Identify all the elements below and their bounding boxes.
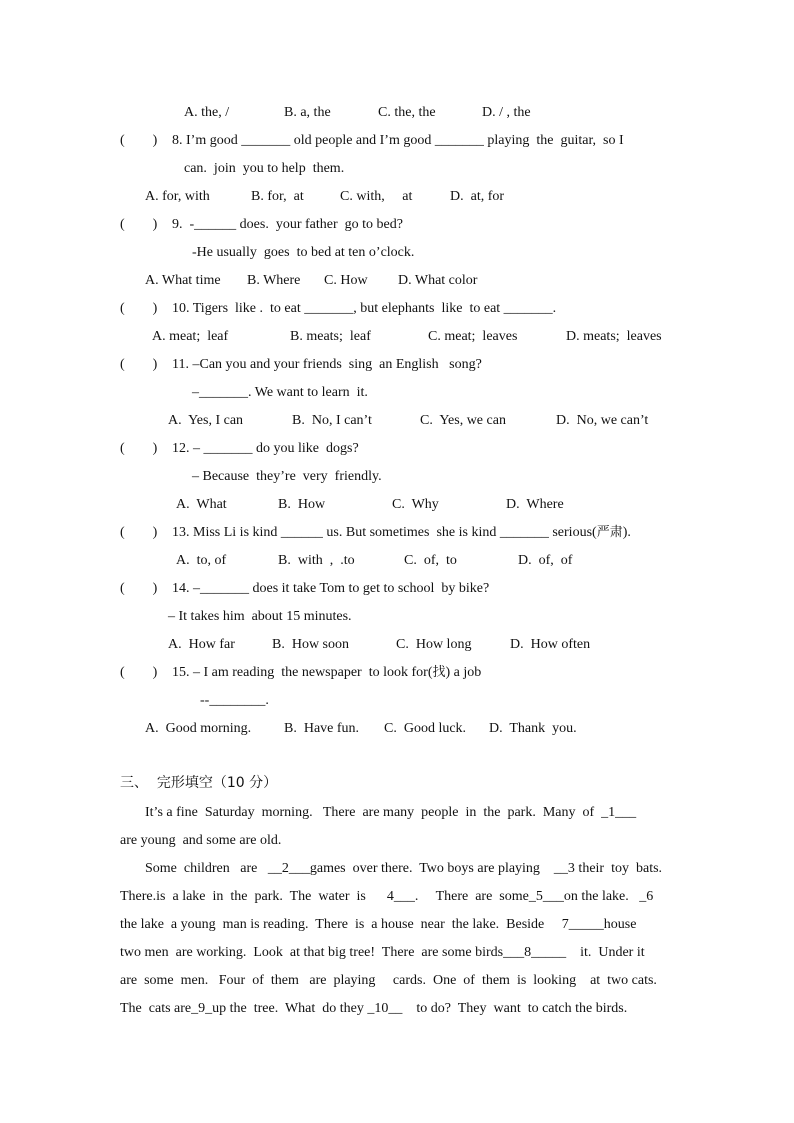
q14-option-d: D. How often	[510, 637, 591, 652]
q13-option-c: C. of, to	[404, 553, 457, 568]
q10-option-a: A. meat; leaf	[152, 329, 229, 344]
passage-line: are young and some are old.	[120, 833, 282, 848]
q15-option-b: B. Have fun.	[284, 721, 360, 736]
q13-answer-paren: ( )	[120, 525, 158, 540]
q12-option-a: A. What	[176, 497, 227, 512]
q7-option-d: D. / , the	[482, 105, 531, 120]
q11-option-c: C. Yes, we can	[420, 413, 506, 428]
q15-option-a: A. Good morning.	[145, 721, 252, 736]
q9-stem: 9. -______ does. your father go to bed?	[172, 217, 403, 232]
passage-line: the lake a young man is reading. There is a house near the lake. Beside 7_____house	[120, 917, 637, 932]
q15-stem-end: ) a job	[445, 665, 482, 680]
q13-stem-chinese-gloss: 严肃	[596, 525, 623, 540]
q9-option-b: B. Where	[247, 273, 301, 288]
q13-stem-text: 13. Miss Li is kind ______ us. But sometimes she is kind _______ serious(	[172, 525, 597, 540]
q15-option-d: D. Thank you.	[489, 721, 577, 736]
q12-stem: 12. – _______ do you like dogs?	[172, 441, 359, 456]
q14-answer-paren: ( )	[120, 581, 158, 596]
q13-stem-end: ).	[622, 525, 631, 540]
q12-option-b: B. How	[278, 497, 326, 512]
q13-option-b: B. with , .to	[278, 553, 355, 568]
q10-option-c: C. meat; leaves	[428, 329, 518, 344]
q9-option-c: C. How	[324, 273, 368, 288]
q11-stem: 11. –Can you and your friends sing an English song?	[172, 357, 482, 372]
q15-stem	[172, 665, 481, 681]
q8-stem-continued: can. join you to help them.	[184, 161, 345, 176]
passage-line: two men are working. Look at that big tree! There are some birds___8_____ it. Under it	[120, 945, 645, 960]
q13-option-a: A. to, of	[176, 553, 227, 568]
q7-option-b: B. a, the	[284, 105, 331, 120]
q12-answer-paren: ( )	[120, 441, 158, 456]
q11-answer-paren: ( )	[120, 357, 158, 372]
q10-option-b: B. meats; leaf	[290, 329, 371, 344]
q15-stem-continued: --________.	[200, 693, 269, 708]
passage-line: It’s a fine Saturday morning. There are many people in the park. Many of _1___	[145, 805, 637, 820]
q8-option-b: B. for, at	[251, 189, 304, 204]
q14-option-c: C. How long	[396, 637, 472, 652]
q9-answer-paren: ( )	[120, 217, 158, 232]
q10-stem: 10. Tigers like . to eat _______, but elephants like to eat _______.	[172, 301, 557, 316]
q13-stem	[172, 525, 631, 541]
q11-stem-continued: –_______. We want to learn it.	[192, 385, 368, 400]
q9-stem-continued: -He usually goes to bed at ten o’clock.	[192, 245, 415, 260]
passage-line: Some children are __2___games over there. Two boys are playing __3 their toy bats.	[145, 861, 663, 876]
q8-answer-paren: ( )	[120, 133, 158, 148]
q15-stem-text: 15. – I am reading the newspaper to look for(	[172, 665, 433, 680]
q9-option-a: A. What time	[145, 273, 221, 288]
q11-option-d: D. No, we can’t	[556, 413, 649, 428]
q12-stem-continued: – Because they’re very friendly.	[192, 469, 382, 484]
q15-stem-chinese-gloss: 找	[432, 665, 446, 680]
q15-option-c: C. Good luck.	[384, 721, 467, 736]
q14-option-b: B. How soon	[272, 637, 350, 652]
q9-option-d: D. What color	[398, 273, 478, 288]
passage-line: are some men. Four of them are playing cards. One of them is looking at two cats.	[120, 973, 657, 988]
q10-option-d: D. meats; leaves	[566, 329, 662, 344]
passage-line: The cats are_9_up the tree. What do they _10__ to do? They want to catch the birds.	[120, 1001, 628, 1016]
q8-stem: 8. I’m good _______ old people and I’m good _______ playing the guitar, so I	[172, 133, 624, 148]
q12-option-c: C. Why	[392, 497, 439, 512]
q11-option-b: B. No, I can’t	[292, 413, 372, 428]
q7-option-c: C. the, the	[378, 105, 436, 120]
q11-option-a: A. Yes, I can	[168, 413, 244, 428]
q14-stem-continued: – It takes him about 15 minutes.	[168, 609, 352, 624]
q14-stem: 14. –_______ does it take Tom to get to school by bike?	[172, 581, 490, 596]
q8-option-c: C. with, at	[340, 189, 413, 204]
section-3-heading: 三、 完形填空（10 分）	[120, 775, 278, 791]
q10-answer-paren: ( )	[120, 301, 158, 316]
q8-option-d: D. at, for	[450, 189, 505, 204]
q12-option-d: D. Where	[506, 497, 564, 512]
q8-option-a: A. for, with	[145, 189, 210, 204]
q13-option-d: D. of, of	[518, 553, 573, 568]
q7-option-a: A. the, /	[184, 105, 230, 120]
passage-line: There.is a lake in the park. The water is 4___. There are some_5___on the lake. _6	[120, 889, 654, 904]
q14-option-a: A. How far	[168, 637, 235, 652]
q15-answer-paren: ( )	[120, 665, 158, 680]
